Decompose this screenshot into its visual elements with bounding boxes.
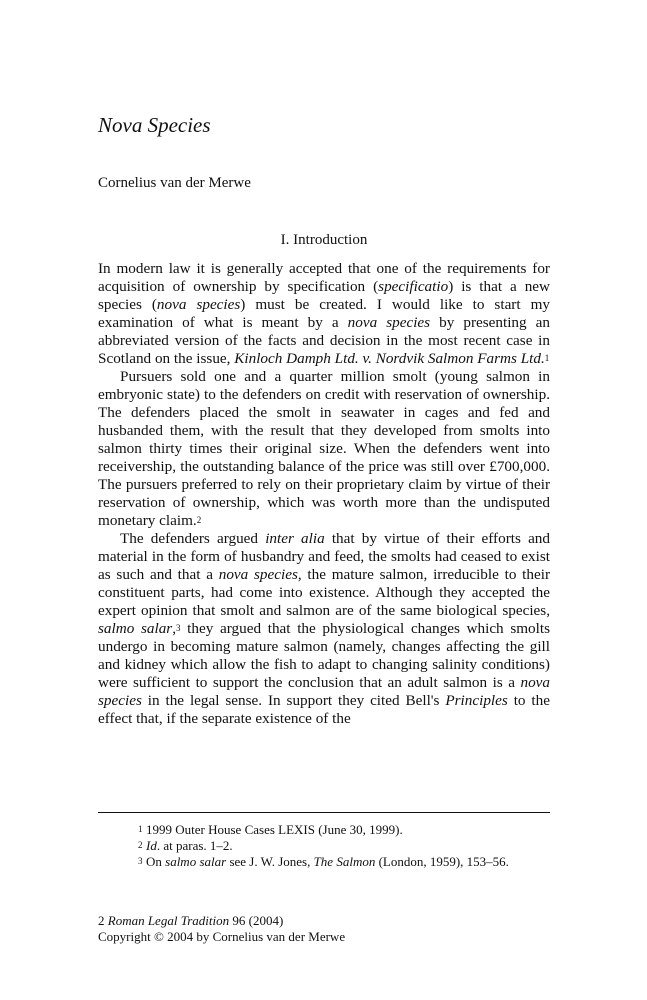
footnote-number: 2 [138,840,143,850]
text: to the effect that, if the separate existence of the [98,692,550,727]
text: , [172,620,176,637]
footnote-ref: 3 [176,623,181,633]
footnote [98,822,550,838]
italic-text: salmo salar [98,620,173,637]
italic-text: inter alia [265,530,325,547]
italic-text: Kinloch Damph Ltd. v. Nordvik Salmon Farms Ltd. [234,350,545,367]
article-body [98,260,550,728]
page-footer [98,913,345,945]
footnote [98,854,550,870]
text: ) must be created. I would like to start my examination of what is meant by a [98,296,550,331]
italic-text: salmo salar [165,854,227,869]
text: see J. W. Jones, [226,854,314,869]
footnote-ref: 1 [544,353,550,363]
paragraph [98,260,550,368]
text: . at paras. 1–2. [156,838,233,853]
journal-citation: 2 Roman Legal Tradition 96 (2004) [98,913,284,928]
footnote [98,838,550,854]
italic-text: Id [146,838,157,853]
italic-text: Principles [445,692,508,709]
italic-text: nova species [347,314,431,331]
footnote-divider [98,812,550,813]
text: The defenders argued [120,530,266,547]
footnote-number: 1 [138,824,143,834]
section-heading: I. Introduction [280,232,368,248]
text: In modern law it is generally accepted that one of the requirements for acquisition of ownership by specification ( [98,260,550,295]
footnotes [98,822,550,870]
text: , the mature salmon, irreducible to their constituent parts, had come into existence. Although they accepted the expert opinion that smolt and salmon are of the same biological species, [98,566,550,619]
footnote-ref: 2 [196,515,202,525]
text: On [146,854,166,869]
text: in the legal sense. In support they cited Bell's [141,692,446,709]
paragraph [98,368,550,530]
italic-text: nova species [98,674,550,709]
article-title: Nova Species [98,113,211,137]
text: (London, 1959), 153–56. [375,854,509,869]
italic-text: nova species [156,296,241,313]
article-author: Cornelius van der Merwe [98,175,251,191]
italic-text: The Salmon [313,854,376,869]
text: ) is that a new species ( [98,278,550,313]
text: that by virtue of their efforts and material in the form of husbandry and feed, the smolts had ceased to exist as such and that a [98,530,550,583]
text: they argued that the physiological changes which smolts undergo in becoming mature salmon (namely, changes affecting the gill and kidney which allow the fish to adapt to changing salinity conditions) were sufficient to support the conclusion that an adult salmon is a [98,620,550,691]
paragraph [98,530,550,728]
journal-name: Roman Legal Tradition [107,913,230,928]
text: 1999 Outer House Cases LEXIS (June 30, 1999). [146,822,403,837]
text: Pursuers sold one and a quarter million smolt (young salmon in embryonic state) to the defenders on credit with reservation of ownership. The defenders placed the smolt in seawater in cages and fed and husbanded them, with the result that they developed from smolts into salmon thirty times their original size. When the defenders went into receivership, the outstanding balance of the price was still over £700,000. The pursuers preferred to rely on their proprietary claim by virtue of their reservation of ownership, which was worth more than the undisputed monetary claim. [98,368,550,529]
text: by presenting an abbreviated version of the facts and decision in the most recent case in Scotland on the issue, [98,314,550,367]
footnote-number: 3 [138,856,143,866]
italic-text: specificatio [378,278,449,295]
italic-text: nova species [218,566,298,583]
copyright-notice: Copyright © 2004 by Cornelius van der Merwe [98,929,346,944]
